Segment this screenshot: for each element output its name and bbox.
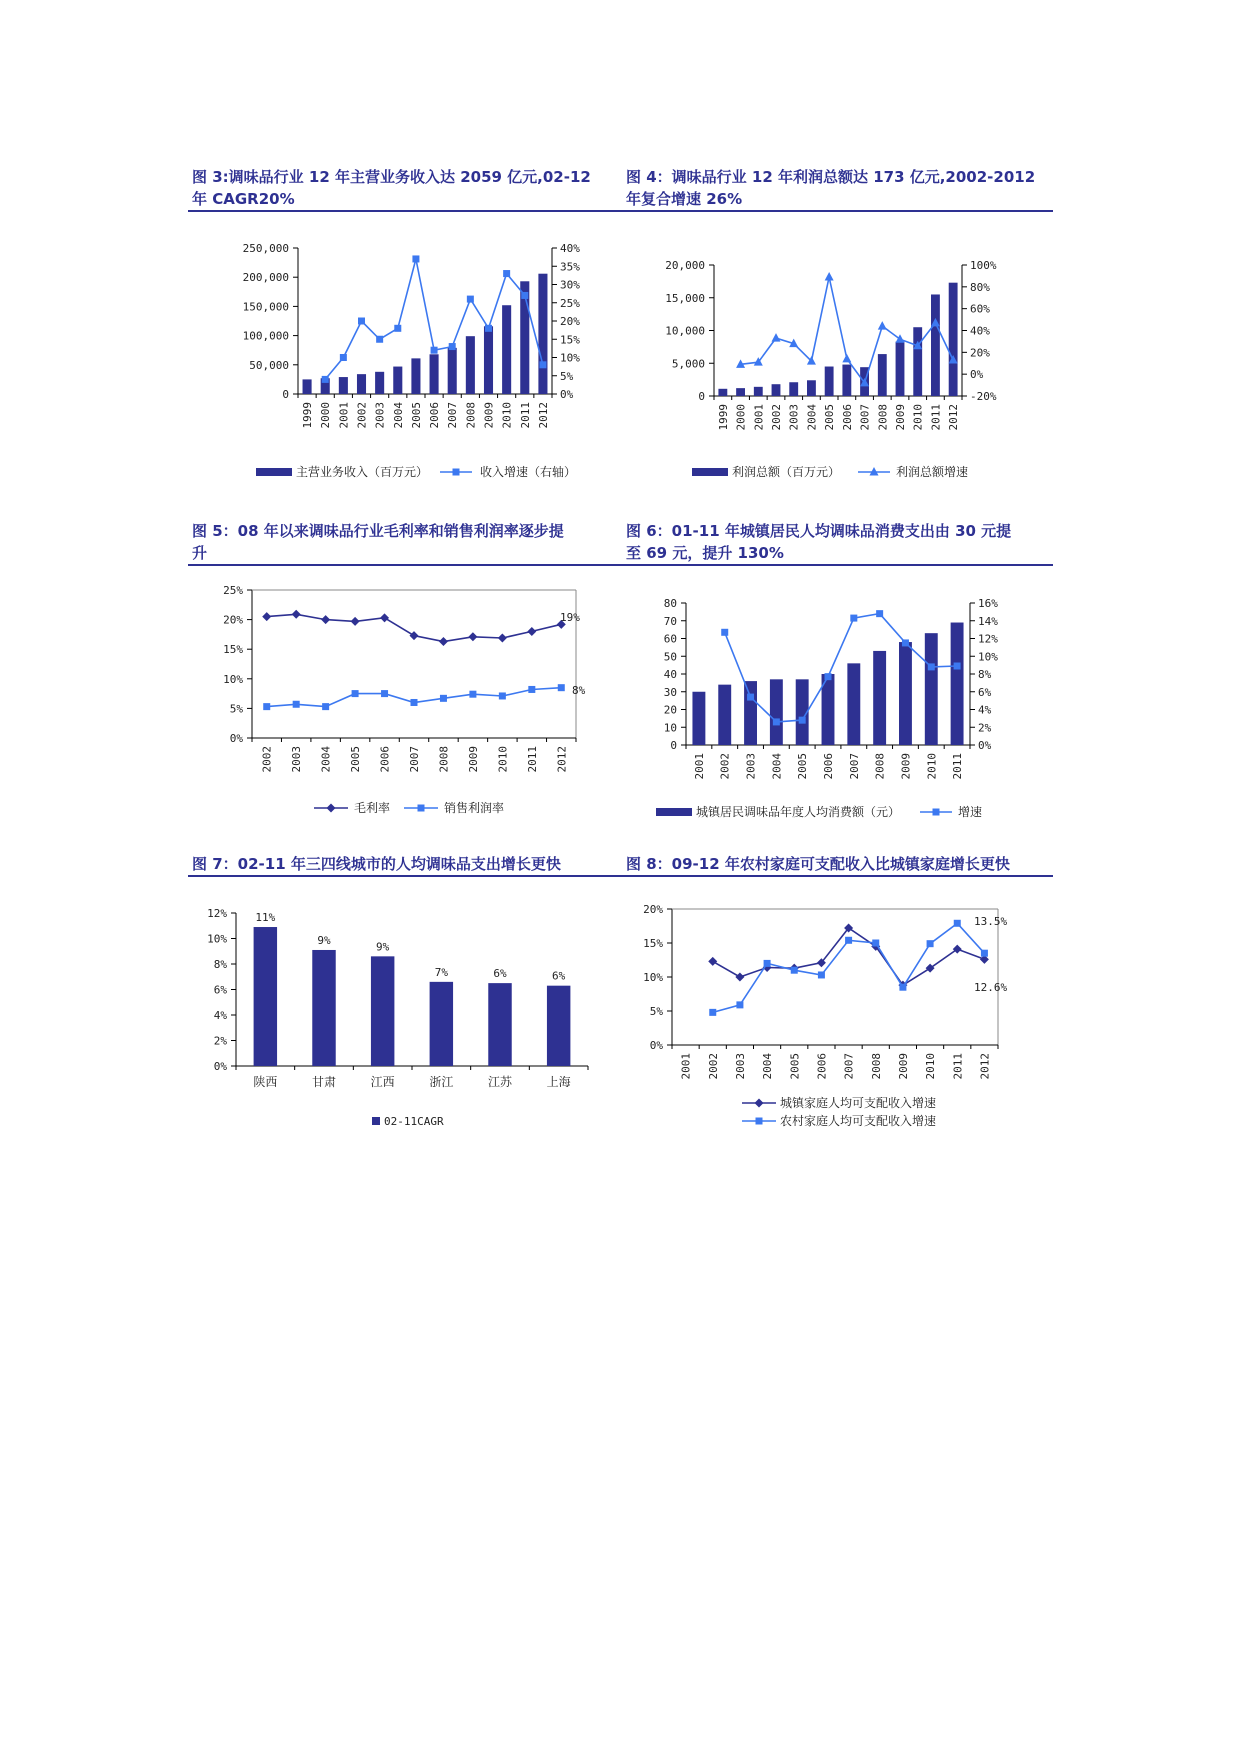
fig5-series-point: [293, 701, 300, 708]
fig6-growth-point: [850, 615, 857, 622]
fig3-right-tick-label: 25%: [560, 296, 580, 310]
fig6-growth-point: [876, 610, 883, 617]
fig4-bar: [736, 388, 745, 396]
fig7-value-label: 11%: [255, 911, 276, 925]
fig6-x-label: 2001: [692, 753, 706, 780]
fig6-bar: [925, 633, 938, 745]
fig8-series-point: [736, 1001, 743, 1008]
fig5-series-point: [527, 627, 536, 636]
fig3-bar: [430, 354, 439, 394]
fig5-series-point: [468, 632, 477, 641]
fig5-left-tick-label: 0%: [229, 732, 243, 745]
fig4-bar: [949, 283, 958, 396]
fig6-growth-point: [928, 663, 935, 670]
fig5-series-point: [410, 631, 419, 640]
fig4-left-tick-label: 20,000: [665, 259, 705, 272]
fig6-growth-point: [747, 694, 754, 701]
fig6-right-tick-label: 0%: [978, 739, 992, 752]
fig5-x-label: 2008: [437, 746, 451, 773]
fig5-series-point: [262, 612, 271, 621]
fig7-x-label: 上海: [546, 1075, 571, 1089]
fig5-x-label: 2011: [525, 746, 539, 773]
fig4-x-label: 2011: [929, 404, 943, 431]
fig3-x-label: 2004: [391, 402, 405, 429]
fig4-bar: [913, 327, 922, 396]
fig3-bar: [411, 358, 420, 394]
fig6-growth-point: [773, 718, 780, 725]
fig5-left-tick-label: 25%: [223, 584, 243, 597]
fig6-legend-line-marker: [933, 809, 940, 816]
fig8-series-point: [708, 957, 717, 966]
fig6-left-tick-label: 30: [663, 685, 677, 699]
fig7-left-tick-label: 2%: [213, 1034, 227, 1048]
fig5-series-point: [351, 617, 360, 626]
fig3-left-tick-label: 150,000: [242, 300, 289, 314]
fig8-left-tick-label: 15%: [643, 937, 663, 950]
fig3-left-tick-label: 0: [282, 388, 289, 401]
fig5-series-point: [352, 690, 359, 697]
fig5-series-point: [528, 686, 535, 693]
fig3-growth-point: [503, 270, 510, 277]
fig4-caption-line2: 年复合增速 26%: [626, 190, 743, 208]
fig3-left-tick-label: 50,000: [249, 358, 289, 372]
fig7-left-tick-label: 0%: [213, 1060, 227, 1073]
fig8-legend-label-b: 农村家庭人均可支配收入增速: [780, 1114, 937, 1128]
fig8-x-label: 2011: [951, 1053, 965, 1080]
fig3-growth-point: [394, 325, 401, 332]
fig7-value-label: 9%: [317, 933, 331, 947]
fig4-right-tick-label: 60%: [970, 302, 990, 316]
fig4-x-label: 2003: [787, 404, 801, 431]
fig8-x-label: 2010: [924, 1053, 938, 1080]
fig4-bar: [825, 367, 834, 396]
fig4-x-label: 2001: [752, 404, 766, 431]
fig8-left-tick-label: 5%: [649, 1005, 663, 1018]
fig3-x-label: 1999: [301, 402, 315, 429]
fig4-bar: [807, 380, 816, 396]
fig8-series-point: [818, 971, 825, 978]
fig6-growth-point: [825, 673, 832, 680]
fig5-x-label: 2012: [555, 746, 569, 773]
fig5-series-point: [321, 615, 330, 624]
fig6-right-tick-label: 14%: [978, 614, 998, 628]
fig6-right-tick-label: 2%: [978, 721, 992, 735]
fig4-growth-point: [842, 354, 851, 363]
fig3-growth-point: [431, 347, 438, 354]
fig4-caption-line1: 图 4：调味品行业 12 年利润总额达 173 亿元,2002-2012: [626, 168, 1036, 186]
fig6-x-label: 2005: [796, 753, 810, 780]
fig7-bar: [371, 956, 394, 1066]
fig3-growth-point: [467, 296, 474, 303]
fig3-bar: [375, 372, 384, 394]
fig4-x-label: 2004: [805, 404, 819, 431]
fig7-caption-line1: 图 7：02-11 年三四线城市的人均调味品支出增长更快: [192, 855, 561, 873]
fig3-right-tick-label: 5%: [560, 369, 574, 383]
fig4-bar: [754, 387, 763, 396]
fig6-growth-point: [902, 639, 909, 646]
fig6-left-tick-label: 10: [663, 721, 677, 735]
fig6-right-tick-label: 4%: [978, 703, 992, 717]
fig4-bar: [842, 365, 851, 396]
fig3-x-label: 2003: [373, 402, 387, 429]
fig3-x-label: 2006: [428, 402, 442, 429]
fig3-legend-bar-label: 主营业务收入（百万元）: [296, 465, 429, 479]
fig8-series-point: [927, 940, 934, 947]
fig8-series-line: [713, 923, 985, 1012]
fig5-caption-line1: 图 5：08 年以来调味品行业毛利率和销售利润率逐步提: [192, 522, 564, 540]
fig3-legend-line-label: 收入增速（右轴）: [480, 465, 577, 479]
fig3-x-label: 2005: [409, 402, 423, 429]
fig4-right-tick-label: 20%: [970, 346, 990, 360]
fig3-bar: [393, 367, 402, 394]
fig6-bar: [692, 692, 705, 745]
fig7-value-label: 6%: [493, 967, 507, 981]
fig8-series-point: [926, 964, 935, 973]
fig8-series-point: [845, 937, 852, 944]
fig7-left-tick-label: 6%: [213, 983, 227, 997]
fig6-legend-bar-swatch: [656, 808, 692, 816]
fig3-right-tick-label: 30%: [560, 278, 580, 292]
fig3-x-label: 2008: [464, 402, 478, 429]
fig5-legend-marker-a: [327, 804, 336, 813]
fig7-bar: [547, 986, 570, 1066]
fig5-series-point: [380, 613, 389, 622]
fig3-x-label: 2002: [355, 402, 369, 429]
fig4-bar: [789, 382, 798, 396]
fig4-left-tick-label: 10,000: [665, 324, 705, 338]
fig6-left-tick-label: 20: [663, 703, 677, 717]
fig3-x-label: 2010: [500, 401, 514, 429]
fig6-left-tick-label: 0: [670, 739, 677, 752]
fig6-legend-line-label: 增速: [958, 805, 983, 819]
fig4-bar: [896, 342, 905, 396]
fig5-series-point: [263, 703, 270, 710]
fig4-x-label: 2005: [823, 404, 837, 431]
fig3-right-tick-label: 15%: [560, 333, 580, 347]
fig5-x-label: 2005: [349, 746, 363, 773]
fig6-x-label: 2006: [822, 753, 835, 780]
fig8-x-label: 2008: [869, 1053, 883, 1080]
fig5-x-label: 2003: [290, 746, 304, 773]
fig6-right-tick-label: 12%: [978, 632, 998, 646]
fig4-legend-bar-swatch: [692, 468, 728, 476]
fig6-right-tick-label: 8%: [978, 668, 992, 681]
fig3-growth-point: [376, 336, 383, 343]
fig3-right-tick-label: 35%: [560, 260, 580, 274]
fig3-bar: [484, 326, 493, 394]
fig4-x-label: 2010: [911, 404, 925, 431]
fig7-value-label: 7%: [434, 965, 448, 979]
fig8-x-label: 2012: [978, 1053, 992, 1080]
fig3-growth-point: [340, 354, 347, 361]
fig5-x-label: 2010: [496, 746, 510, 773]
fig5-series-point: [322, 703, 329, 710]
fig3-bar: [339, 377, 348, 394]
fig3-bar: [466, 336, 475, 394]
fig3-right-tick-label: 40%: [560, 242, 580, 255]
fig5-legend-marker-b: [418, 805, 425, 812]
fig6-x-label: 2007: [847, 753, 861, 780]
fig6-bar: [770, 679, 783, 745]
fig3-caption-line1: 图 3:调味品行业 12 年主营业务收入达 2059 亿元,02-12: [192, 168, 591, 186]
fig6-caption-line1: 图 6：01-11 年城镇居民人均调味品消费支出由 30 元提: [626, 522, 1012, 540]
fig6-growth-line: [725, 614, 957, 722]
fig7-bar: [430, 982, 453, 1066]
fig3-legend-bar-swatch: [256, 468, 292, 476]
fig4-x-label: 1999: [716, 404, 730, 431]
fig5-caption-line2: 升: [192, 544, 208, 562]
fig8-series-point: [872, 940, 879, 947]
fig5-legend-label-a: 毛利率: [354, 801, 391, 815]
fig4-x-label: 2009: [894, 404, 907, 431]
fig6-x-label: 2011: [951, 753, 965, 780]
fig4-bar: [931, 294, 940, 396]
fig8-left-tick-label: 0%: [649, 1039, 663, 1052]
fig4-left-tick-label: 5,000: [671, 357, 705, 371]
fig6-x-label: 2009: [899, 753, 913, 780]
fig7-left-tick-label: 8%: [213, 958, 227, 971]
fig8-x-label: 2003: [733, 1053, 747, 1080]
fig8-legend-marker-a: [755, 1099, 764, 1108]
fig5-x-label: 2004: [319, 746, 333, 773]
fig7-bar: [312, 950, 335, 1066]
fig3-left-tick-label: 100,000: [242, 329, 289, 343]
fig5-series-point: [558, 684, 565, 691]
fig8-series-point: [899, 984, 906, 991]
fig8-series-point: [981, 950, 988, 957]
fig6-legend-bar-label: 城镇居民调味品年度人均消费额（元）: [696, 805, 901, 819]
fig8-x-label: 2009: [896, 1053, 910, 1080]
fig8-x-label: 2007: [842, 1053, 856, 1080]
fig6-right-tick-label: 10%: [978, 650, 998, 664]
fig7-left-tick-label: 4%: [213, 1009, 227, 1022]
fig3-bar: [538, 274, 547, 394]
fig8-series-point: [954, 920, 961, 927]
fig6-left-tick-label: 40: [663, 668, 677, 681]
fig4-left-tick-label: 0: [698, 390, 705, 403]
fig8-x-label: 2002: [706, 1053, 720, 1080]
fig6-left-tick-label: 70: [663, 614, 677, 628]
fig8-x-label: 2005: [788, 1053, 802, 1080]
fig4-left-tick-label: 15,000: [665, 291, 705, 305]
fig6-bar: [951, 623, 964, 745]
fig6-x-label: 2004: [770, 753, 784, 780]
fig8-left-tick-label: 10%: [643, 971, 663, 984]
fig5-left-tick-label: 5%: [229, 702, 243, 716]
fig6-left-tick-label: 80: [663, 597, 677, 610]
fig6-bar: [744, 681, 757, 745]
fig3-growth-point: [449, 343, 456, 350]
fig3-growth-point: [539, 361, 546, 368]
fig4-right-tick-label: -20%: [970, 390, 997, 403]
fig3-right-tick-label: 0%: [560, 388, 574, 401]
fig3-right-tick-label: 20%: [560, 315, 580, 328]
fig6-growth-point: [799, 717, 806, 724]
fig8-annotation-urban: 12.6%: [974, 981, 1008, 994]
fig5-series-point: [440, 695, 447, 702]
fig6-x-label: 2003: [744, 753, 758, 780]
fig8-series-point: [791, 967, 798, 974]
fig3-bar: [303, 379, 312, 394]
fig4-x-label: 2002: [770, 404, 783, 431]
fig4-bar: [718, 389, 727, 396]
fig3-x-label: 2007: [446, 402, 460, 429]
fig7-x-label: 江西: [370, 1075, 395, 1089]
fig6-growth-point: [954, 663, 961, 670]
fig4-growth-point: [825, 272, 834, 281]
fig8-series-point: [709, 1009, 716, 1016]
fig3-caption-line2: 年 CAGR20%: [192, 190, 295, 208]
fig3-growth-point: [521, 292, 528, 299]
fig5-x-label: 2002: [260, 746, 274, 773]
fig3-legend-line-marker: [453, 469, 460, 476]
fig5-x-label: 2007: [408, 746, 421, 773]
fig6-left-tick-label: 60: [663, 632, 677, 646]
fig8-series-point: [764, 960, 771, 967]
fig6-caption-line2: 至 69 元，提升 130%: [626, 544, 784, 562]
fig4-legend-line-label: 利润总额增速: [896, 465, 969, 479]
fig4-right-tick-label: 100%: [970, 259, 997, 272]
fig6-x-label: 2008: [873, 753, 887, 780]
fig6-left-tick-label: 50: [663, 650, 677, 664]
fig5-series-point: [411, 699, 418, 706]
fig5-left-tick-label: 20%: [223, 613, 243, 627]
fig7-left-tick-label: 10%: [207, 932, 227, 946]
fig6-right-tick-label: 6%: [978, 685, 992, 699]
fig3-growth-point: [412, 255, 419, 262]
fig8-legend-label-a: 城镇家庭人均可支配收入增速: [780, 1096, 937, 1110]
fig4-bar: [878, 354, 887, 396]
fig4-right-tick-label: 0%: [970, 368, 984, 382]
fig7-x-label: 浙江: [429, 1075, 454, 1089]
fig5-x-label: 2006: [378, 746, 392, 773]
fig7-left-tick-label: 12%: [207, 907, 227, 920]
fig7-x-label: 江苏: [487, 1075, 513, 1089]
fig4-growth-point: [878, 321, 887, 330]
fig5-annotation-sales-margin: 8%: [572, 684, 586, 697]
fig3-x-label: 2012: [536, 402, 550, 429]
fig4-growth-point: [772, 333, 781, 342]
fig4-growth-point: [896, 334, 905, 343]
fig7-legend-label: 02-11CAGR: [384, 1115, 444, 1128]
fig5-series-point: [381, 690, 388, 697]
fig7-x-label: 甘肃: [311, 1075, 337, 1089]
fig6-right-tick-label: 16%: [978, 597, 998, 610]
fig6-growth-point: [721, 629, 728, 636]
fig4-x-label: 2008: [876, 404, 890, 431]
fig7-bar: [488, 983, 511, 1066]
fig5-series-point: [292, 610, 301, 619]
fig7-value-label: 6%: [552, 969, 566, 983]
fig5-series-point: [439, 637, 448, 646]
fig5-left-tick-label: 15%: [223, 643, 243, 657]
fig5-series-point: [469, 691, 476, 698]
fig3-x-label: 2000: [319, 402, 333, 429]
fig3-right-tick-label: 10%: [560, 351, 580, 365]
fig7-legend-swatch: [372, 1117, 380, 1125]
fig3-growth-point: [358, 318, 365, 325]
fig4-x-label: 2000: [734, 404, 748, 431]
fig8-x-label: 2004: [761, 1053, 775, 1080]
fig4-x-label: 2006: [840, 404, 854, 431]
fig3-bar: [448, 348, 457, 394]
fig4-x-label: 2012: [947, 404, 961, 431]
fig3-x-label: 2001: [337, 402, 351, 429]
fig7-value-label: 9%: [376, 940, 390, 954]
fig5-legend-label-b: 销售利润率: [444, 801, 505, 815]
fig6-bar: [718, 685, 731, 745]
fig3-x-label: 2009: [482, 402, 496, 429]
fig8-x-label: 2006: [815, 1053, 829, 1080]
fig6-x-label: 2002: [718, 753, 732, 780]
fig7-bar: [254, 927, 277, 1066]
fig3-x-label: 2011: [518, 402, 532, 429]
fig5-series-point: [499, 692, 506, 699]
fig5-left-tick-label: 10%: [223, 672, 243, 686]
fig3-left-tick-label: 200,000: [242, 271, 289, 285]
fig3-left-tick-label: 250,000: [242, 242, 289, 255]
fig8-caption-line1: 图 8：09-12 年农村家庭可支配收入比城镇家庭增长更快: [626, 855, 1010, 873]
fig8-series-point: [735, 973, 744, 982]
fig4-x-label: 2007: [858, 404, 872, 431]
fig6-bar: [873, 651, 886, 745]
fig8-annotation-rural: 13.5%: [974, 915, 1008, 928]
fig6-bar: [847, 663, 860, 745]
fig4-legend-bar-label: 利润总额（百万元）: [732, 465, 841, 479]
fig8-series-line: [713, 928, 985, 985]
fig4-right-tick-label: 40%: [970, 324, 990, 338]
fig5-annotation-gross-margin: 19%: [560, 611, 580, 624]
fig5-x-label: 2009: [466, 746, 480, 773]
fig3-bar: [357, 374, 366, 394]
fig3-growth-point: [322, 376, 329, 383]
fig7-x-label: 陕西: [253, 1075, 278, 1089]
fig6-x-label: 2010: [925, 753, 939, 780]
fig6-bar: [899, 642, 912, 745]
fig8-left-tick-label: 20%: [643, 903, 663, 916]
fig3-bar: [502, 305, 511, 394]
fig3-growth-point: [485, 325, 492, 332]
fig4-bar: [772, 384, 781, 396]
fig8-x-label: 2001: [679, 1053, 693, 1080]
fig5-series-point: [498, 633, 507, 642]
fig8-legend-marker-b: [756, 1118, 763, 1125]
fig4-right-tick-label: 80%: [970, 280, 990, 294]
